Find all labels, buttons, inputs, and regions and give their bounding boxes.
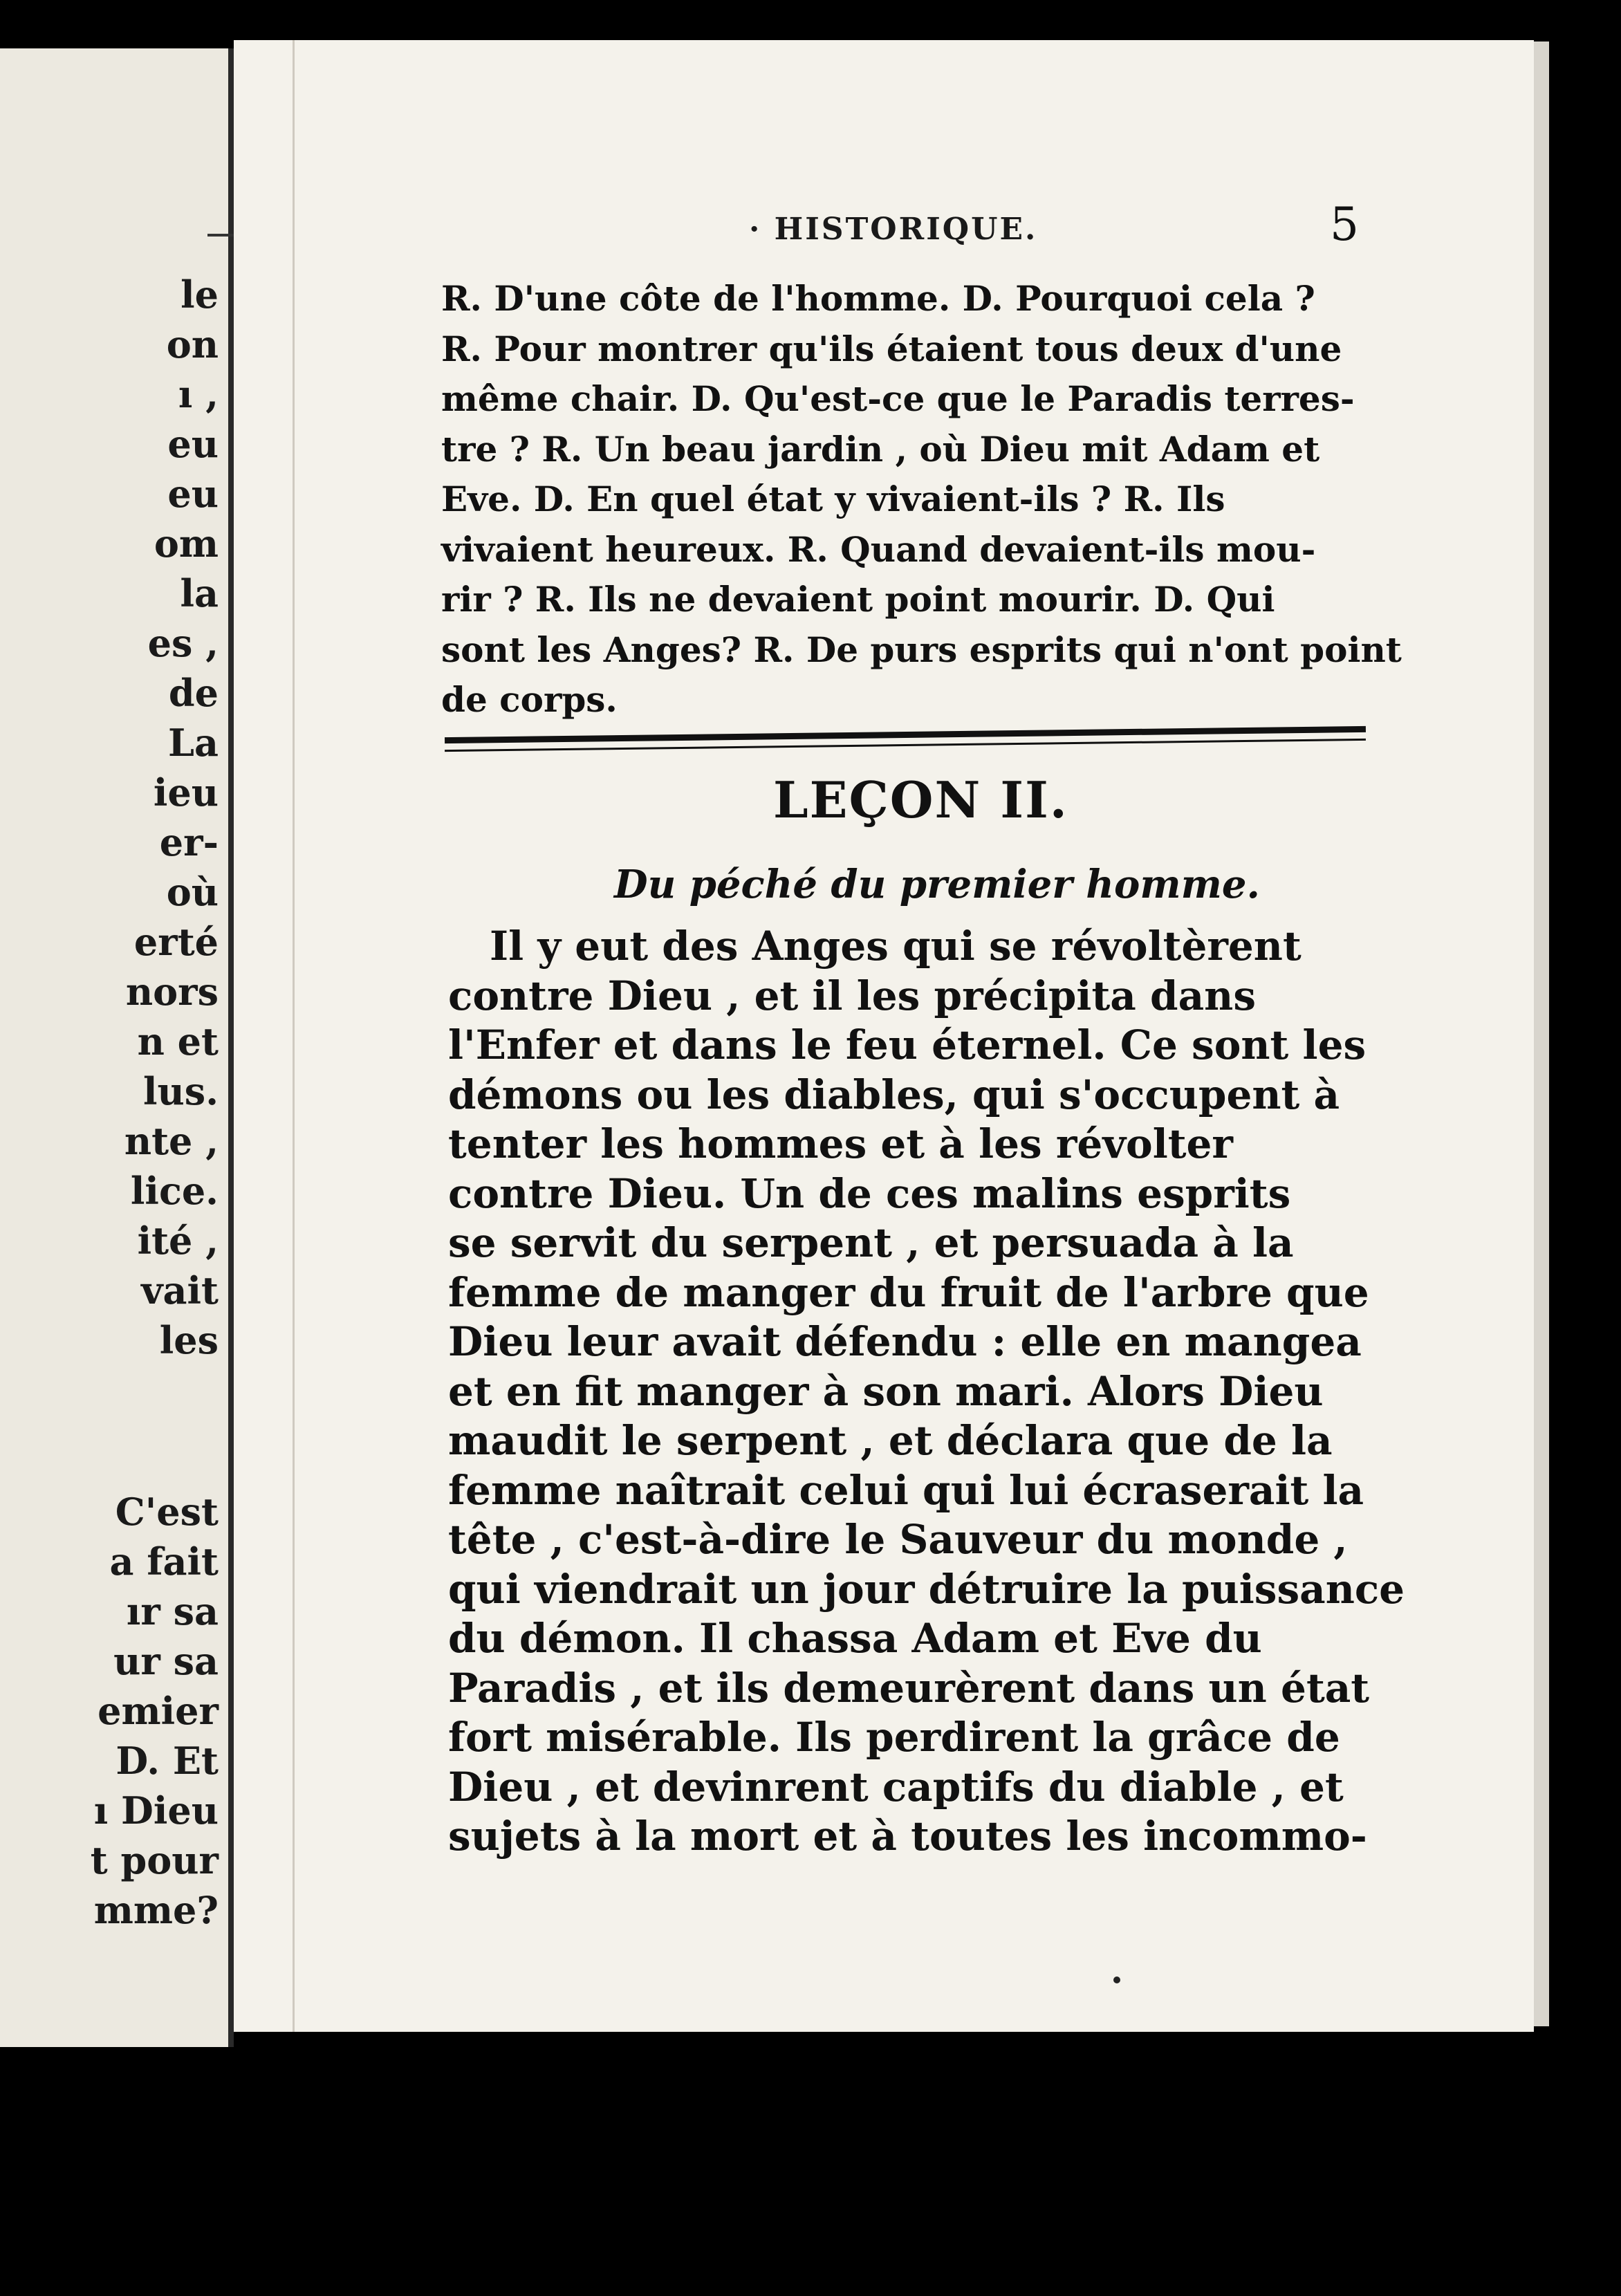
left-line: ité , bbox=[137, 1219, 219, 1263]
left-page-fragment bbox=[0, 48, 228, 2047]
left-line: erté bbox=[133, 920, 219, 964]
left-line: ieu bbox=[153, 770, 219, 815]
left-line: ır sa bbox=[126, 1589, 219, 1633]
book-gutter bbox=[228, 48, 234, 2047]
left-line: où bbox=[166, 870, 219, 914]
body-line: contre Dieu. Un de ces malins esprits bbox=[448, 1169, 1291, 1217]
left-line: eu bbox=[167, 472, 219, 516]
page-number: 5 bbox=[1330, 198, 1359, 251]
right-page bbox=[234, 40, 1534, 2032]
body-line: contre Dieu , et il les précipita dans bbox=[448, 972, 1256, 1019]
left-line: es , bbox=[147, 621, 219, 665]
body-line: du démon. Il chassa Adam et Eve du bbox=[448, 1615, 1262, 1662]
question-answer-block bbox=[441, 274, 1402, 725]
left-line: nte , bbox=[124, 1119, 219, 1163]
body-line: qui viendrait un jour détruire la puissance bbox=[448, 1565, 1405, 1613]
qa-line: Eve. D. En quel état y vivaient-ils ? R. Ils bbox=[441, 479, 1225, 519]
qa-line: R. D'une côte de l'homme. D. Pourquoi cela ? bbox=[441, 278, 1315, 319]
left-line: vait bbox=[141, 1268, 219, 1313]
left-line: D. Et bbox=[115, 1739, 219, 1783]
left-line: on bbox=[166, 322, 219, 367]
left-line: de bbox=[168, 671, 219, 715]
body-line: et en fit manger à son mari. Alors Dieu bbox=[448, 1367, 1324, 1415]
body-line: Il y eut des Anges qui se révoltèrent bbox=[490, 923, 1302, 970]
left-line: le bbox=[180, 272, 219, 317]
qa-line: de corps. bbox=[441, 679, 618, 720]
ink-speck bbox=[1113, 1976, 1120, 1983]
left-line: C'est bbox=[115, 1490, 219, 1534]
body-line: sujets à la mort et à toutes les incommo- bbox=[448, 1813, 1367, 1860]
left-line: nors bbox=[125, 970, 219, 1014]
left-line: emier bbox=[98, 1689, 219, 1733]
left-line: ur sa bbox=[113, 1639, 219, 1683]
left-line: ı Dieu bbox=[93, 1788, 219, 1833]
body-line: démons ou les diables, qui s'occupent à bbox=[448, 1071, 1340, 1118]
body-line: tenter les hommes et à les révolter bbox=[448, 1120, 1233, 1167]
left-line: om bbox=[154, 521, 219, 566]
lesson-body bbox=[448, 922, 1405, 1862]
left-line: la bbox=[180, 571, 219, 615]
body-line: Dieu , et devinrent captifs du diable , et bbox=[448, 1763, 1344, 1811]
left-line: a fait bbox=[109, 1539, 219, 1584]
lesson-subtitle: Du péché du premier homme. bbox=[614, 862, 1261, 907]
body-line: se servit du serpent , et persuada à la bbox=[448, 1219, 1294, 1266]
body-line: tête , c'est-à-dire le Sauveur du monde , bbox=[448, 1516, 1348, 1563]
body-line: Paradis , et ils demeurèrent dans un état bbox=[448, 1664, 1370, 1712]
left-line: lice. bbox=[130, 1169, 219, 1213]
body-line: femme naîtrait celui qui lui écraserait la bbox=[448, 1466, 1364, 1514]
left-line: eu bbox=[167, 422, 219, 466]
left-line: t pour bbox=[90, 1838, 219, 1882]
left-line: er- bbox=[159, 820, 219, 864]
body-line: fort misérable. Ils perdirent la grâce de bbox=[448, 1714, 1340, 1761]
lesson-title: LEÇON II. bbox=[773, 770, 1068, 829]
left-line: n et bbox=[137, 1019, 219, 1064]
left-line: mme? bbox=[93, 1888, 219, 1932]
left-line: lus. bbox=[143, 1069, 219, 1113]
body-line: l'Enfer et dans le feu éternel. Ce sont les bbox=[448, 1021, 1367, 1068]
left-line: La bbox=[168, 721, 219, 765]
qa-line: même chair. D. Qu'est-ce que le Paradis terres- bbox=[441, 378, 1355, 419]
left-line: les bbox=[159, 1318, 219, 1362]
left-line: ı , bbox=[178, 372, 219, 416]
page-edge bbox=[1534, 41, 1549, 2026]
body-line: maudit le serpent , et déclara que de la bbox=[448, 1417, 1333, 1464]
qa-line: sont les Anges? R. De purs esprits qui n'ont point bbox=[441, 629, 1402, 670]
qa-line: rir ? R. Ils ne devaient point mourir. D. Qui bbox=[441, 579, 1275, 620]
qa-line: vivaient heureux. R. Quand devaient-ils mou- bbox=[441, 528, 1316, 570]
qa-line: tre ? R. Un beau jardin , où Dieu mit Adam et bbox=[441, 428, 1320, 470]
body-line: femme de manger du fruit de l'arbre que bbox=[448, 1268, 1369, 1316]
running-head: · HISTORIQUE. bbox=[749, 212, 1038, 247]
body-line: Dieu leur avait défendu : elle en mangea bbox=[448, 1318, 1362, 1365]
qa-line: R. Pour montrer qu'ils étaient tous deux d'une bbox=[441, 328, 1342, 369]
